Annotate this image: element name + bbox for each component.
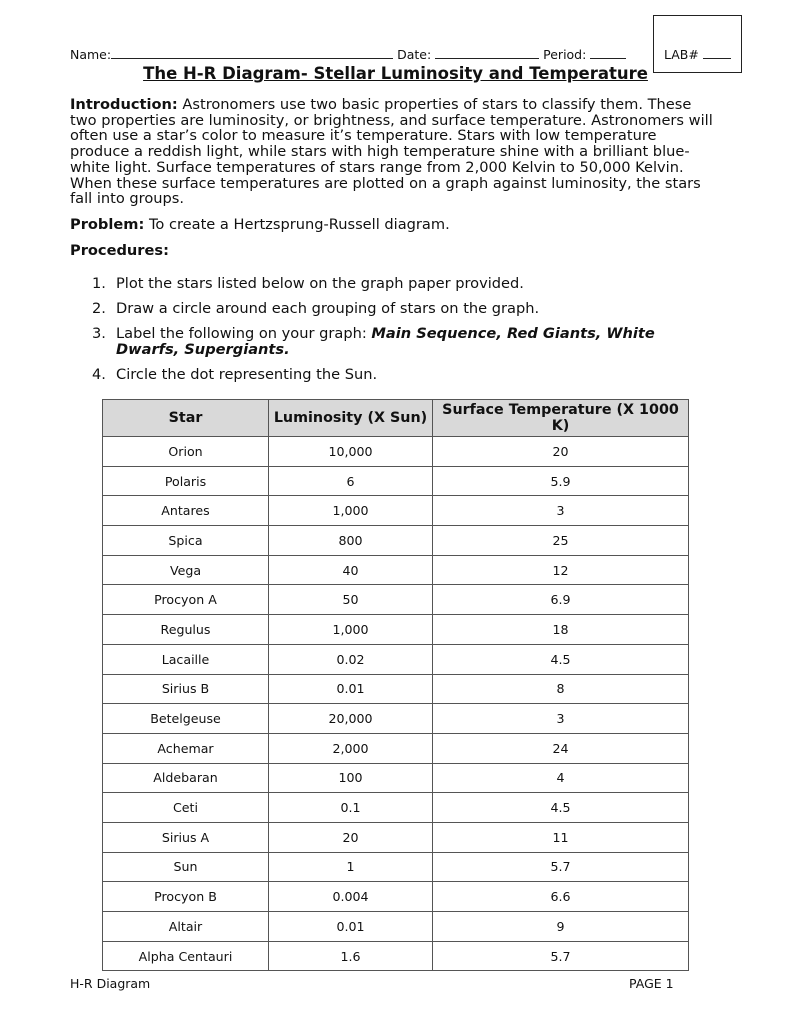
cell-temperature: 6.6 — [433, 882, 689, 912]
step-text: Label the following on your graph: — [116, 325, 367, 342]
cell-temperature: 9 — [433, 912, 689, 942]
cell-star-name: Aldebaran — [103, 763, 269, 793]
cell-star-name: Altair — [103, 912, 269, 942]
problem-statement — [70, 216, 450, 233]
cell-temperature: 4.5 — [433, 793, 689, 823]
cell-star-name: Antares — [103, 496, 269, 526]
step-number: 1. — [92, 275, 106, 292]
procedures-heading: Procedures: — [70, 242, 169, 259]
step-text: Draw a circle around each grouping of stars on the graph. — [116, 300, 540, 317]
cell-temperature: 5.9 — [433, 466, 689, 496]
table-row — [103, 674, 689, 704]
cell-luminosity: 1,000 — [269, 615, 433, 645]
table-row — [103, 733, 689, 763]
cell-star-name: Procyon B — [103, 882, 269, 912]
footer-page-number: PAGE 1 — [629, 976, 674, 991]
table-body — [103, 437, 689, 971]
cell-star-name: Polaris — [103, 466, 269, 496]
cell-temperature: 4 — [433, 763, 689, 793]
cell-luminosity: 100 — [269, 763, 433, 793]
procedure-step — [92, 326, 712, 358]
table-row — [103, 585, 689, 615]
cell-temperature: 4.5 — [433, 644, 689, 674]
problem-text: To create a Hertzsprung-Russell diagram. — [148, 216, 450, 233]
cell-star-name: Ceti — [103, 793, 269, 823]
lab-number-blank[interactable] — [703, 47, 731, 59]
cell-temperature: 5.7 — [433, 852, 689, 882]
cell-temperature: 24 — [433, 733, 689, 763]
cell-temperature: 20 — [433, 437, 689, 467]
cell-luminosity: 0.01 — [269, 912, 433, 942]
cell-star-name: Sun — [103, 852, 269, 882]
table-row — [103, 793, 689, 823]
procedure-step — [92, 301, 712, 317]
table-row — [103, 912, 689, 942]
table-row — [103, 496, 689, 526]
cell-luminosity: 40 — [269, 555, 433, 585]
column-header-luminosity: Luminosity (X Sun) — [269, 400, 433, 437]
cell-luminosity: 0.01 — [269, 674, 433, 704]
cell-temperature: 25 — [433, 526, 689, 556]
cell-luminosity: 1 — [269, 852, 433, 882]
cell-luminosity: 0.1 — [269, 793, 433, 823]
column-header-star: Star — [103, 400, 269, 437]
cell-luminosity: 20,000 — [269, 704, 433, 734]
cell-temperature: 18 — [433, 615, 689, 645]
table-row — [103, 555, 689, 585]
table-row — [103, 763, 689, 793]
table-row — [103, 644, 689, 674]
cell-star-name: Vega — [103, 555, 269, 585]
footer-doc-title: H-R Diagram — [70, 976, 151, 991]
date-label: Date: — [397, 47, 432, 62]
name-label: Name: — [70, 47, 112, 62]
procedure-steps — [92, 276, 712, 383]
period-label: Period: — [543, 47, 587, 62]
table-header-row — [103, 400, 689, 437]
cell-star-name: Betelgeuse — [103, 704, 269, 734]
introduction-label: Introduction: — [70, 96, 178, 113]
table-row — [103, 466, 689, 496]
table-row — [103, 822, 689, 852]
cell-temperature: 3 — [433, 704, 689, 734]
procedure-step — [92, 367, 712, 383]
cell-star-name: Regulus — [103, 615, 269, 645]
table-row — [103, 882, 689, 912]
cell-luminosity: 0.02 — [269, 644, 433, 674]
table-row — [103, 437, 689, 467]
table-row — [103, 615, 689, 645]
cell-luminosity: 800 — [269, 526, 433, 556]
date-blank[interactable] — [435, 46, 539, 59]
star-data-table — [102, 399, 689, 971]
cell-temperature: 6.9 — [433, 585, 689, 615]
procedure-step — [92, 276, 712, 292]
cell-luminosity: 1.6 — [269, 941, 433, 971]
cell-luminosity: 0.004 — [269, 882, 433, 912]
cell-star-name: Orion — [103, 437, 269, 467]
cell-luminosity: 1,000 — [269, 496, 433, 526]
step-text: Plot the stars listed below on the graph paper provided. — [116, 275, 524, 292]
cell-star-name: Achemar — [103, 733, 269, 763]
step-number: 3. — [92, 325, 106, 342]
table-row — [103, 526, 689, 556]
cell-temperature: 11 — [433, 822, 689, 852]
cell-star-name: Lacaille — [103, 644, 269, 674]
lab-label: LAB# — [664, 47, 699, 62]
table-row — [103, 941, 689, 971]
cell-star-name: Spica — [103, 526, 269, 556]
cell-luminosity: 10,000 — [269, 437, 433, 467]
cell-temperature: 3 — [433, 496, 689, 526]
step-number: 4. — [92, 366, 106, 383]
column-header-temperature: Surface Temperature (X 1000 K) — [433, 400, 689, 437]
step-number: 2. — [92, 300, 106, 317]
cell-star-name: Alpha Centauri — [103, 941, 269, 971]
cell-luminosity: 20 — [269, 822, 433, 852]
cell-star-name: Procyon A — [103, 585, 269, 615]
cell-star-name: Sirius B — [103, 674, 269, 704]
name-blank[interactable] — [111, 46, 393, 59]
cell-luminosity: 2,000 — [269, 733, 433, 763]
cell-star-name: Sirius A — [103, 822, 269, 852]
table-row — [103, 852, 689, 882]
cell-temperature: 12 — [433, 555, 689, 585]
step-emphasis: Main Sequence, Red Giants, White Dwarfs, Supergiants. — [116, 325, 655, 358]
student-info-line — [70, 46, 626, 62]
cell-temperature: 5.7 — [433, 941, 689, 971]
table-row — [103, 704, 689, 734]
cell-luminosity: 50 — [269, 585, 433, 615]
introduction-paragraph — [70, 97, 720, 207]
cell-temperature: 8 — [433, 674, 689, 704]
period-blank[interactable] — [590, 46, 626, 59]
page-title: The H-R Diagram- Stellar Luminosity and Temperature — [143, 64, 648, 83]
cell-luminosity: 6 — [269, 466, 433, 496]
step-text: Circle the dot representing the Sun. — [116, 366, 378, 383]
problem-label: Problem: — [70, 216, 145, 233]
introduction-text: Astronomers use two basic properties of stars to classify them. These two properties are luminosity, or brightness, and surface temperature. Astronomers will often use a star’s color to measure it’s temperature. Stars with low temperature produce a reddish light, while stars with high temperature shine with a brilliant blue-white light. Surface temperatures of stars range from 2,000 Kelvin to 50,000 Kelvin. When these surface temperatures are plotted on a graph against luminosity, the stars fall into groups. — [70, 96, 713, 208]
